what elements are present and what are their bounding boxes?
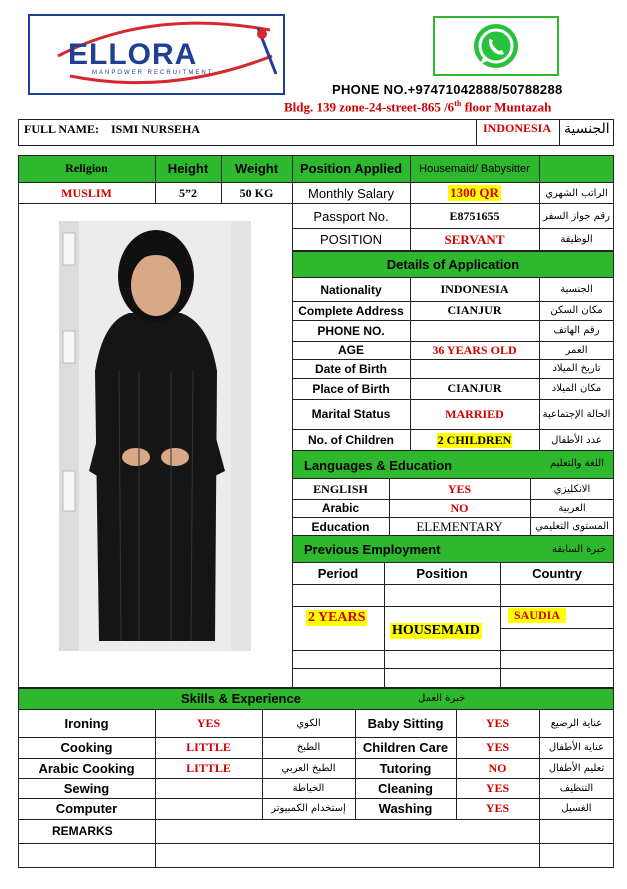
employment-title-ar: خبرة السابقة bbox=[552, 544, 607, 555]
phone-ar: رقم الهاتف bbox=[553, 325, 600, 336]
height-value: 5”2 bbox=[179, 185, 197, 200]
position-applied-value: Housemaid/ Babysitter bbox=[419, 162, 530, 175]
marital-value: MARRIED bbox=[445, 406, 504, 421]
english-label: ENGLISH bbox=[313, 481, 368, 496]
passport-value: E8751655 bbox=[449, 208, 500, 223]
address-label: Complete Address bbox=[298, 303, 404, 318]
age-value: 36 YEARS OLD bbox=[432, 342, 517, 357]
skill-ironing-ar: الكوي bbox=[296, 718, 321, 729]
skill-tutoring-label: Tutoring bbox=[379, 760, 432, 776]
monthly-salary-ar: الراتب الشهري bbox=[545, 187, 608, 199]
languages-title-ar: اللغة والتعليم bbox=[550, 458, 604, 469]
skill-babysitting-label: Baby Sitting bbox=[367, 716, 444, 731]
employment-period: 2 YEARS bbox=[308, 610, 366, 625]
dob-value bbox=[410, 359, 539, 378]
monthly-salary-text: 1300 QR bbox=[450, 185, 499, 200]
nationality-value: INDONESIA bbox=[440, 282, 509, 296]
english-value: YES bbox=[447, 481, 472, 496]
whatsapp-icon bbox=[466, 22, 526, 70]
age-ar: العمر bbox=[565, 344, 588, 356]
skill-cooking-ar: الطبخ bbox=[296, 742, 321, 753]
employment-header-period: Period bbox=[317, 566, 359, 581]
skill-computer-ar: إستخدام الكمبيوتر bbox=[271, 803, 346, 814]
passport-ar: رقم جواز السفر bbox=[543, 210, 610, 222]
pob-ar: مكان الميلاد bbox=[551, 383, 602, 394]
skill-arabic-cooking-value: LITTLE bbox=[186, 760, 231, 775]
employment-header-position: Position bbox=[416, 566, 468, 581]
skill-ironing-value: YES bbox=[196, 716, 221, 730]
header-height: Height bbox=[167, 161, 209, 176]
education-label: Education bbox=[311, 519, 370, 534]
english-ar: الانكليزي bbox=[553, 483, 591, 495]
whatsapp-logo bbox=[433, 16, 559, 76]
marital-ar: الحالة الإجتماعية bbox=[542, 408, 611, 420]
full-name-value: ISMI NURSEHA bbox=[111, 122, 201, 136]
dob-label: Date of Birth bbox=[315, 361, 387, 376]
monthly-salary-label: Monthly Salary bbox=[308, 185, 394, 201]
address-sup: th bbox=[454, 99, 462, 108]
skill-washing-label: Washing bbox=[378, 801, 433, 816]
skill-cleaning-label: Cleaning bbox=[378, 780, 433, 796]
address-part-1: Bldg. 139 zone-24-street-865 /6 bbox=[284, 99, 455, 115]
skill-tutoring-value: NO bbox=[488, 760, 507, 775]
position-ar: الوظيفة bbox=[560, 234, 593, 245]
employment-position: HOUSEMAID bbox=[392, 623, 480, 638]
full-name-label: FULL NAME: bbox=[24, 122, 99, 136]
dob-ar: تاريخ الميلاد bbox=[552, 363, 601, 374]
nationality-ar: الجنسية bbox=[560, 284, 593, 295]
arabic-ar: العربية bbox=[558, 502, 586, 514]
phone-value bbox=[410, 320, 539, 341]
children-label: No. of Children bbox=[308, 433, 394, 447]
passport-label: Passport No. bbox=[313, 208, 389, 224]
application-header: Details of Application bbox=[292, 251, 614, 278]
logo-box bbox=[28, 14, 285, 95]
address-value: CIANJUR bbox=[447, 303, 502, 317]
skill-childrencare-ar: عناية الأطفال bbox=[548, 742, 605, 753]
skill-tutoring-ar: تعليم الأطفال bbox=[548, 762, 605, 774]
skill-cleaning-ar: التنظيف bbox=[559, 782, 594, 794]
logo-subtext: MANPOWER RECRUITMENT bbox=[92, 70, 214, 76]
monthly-salary-value bbox=[410, 182, 539, 204]
header-weight: Weight bbox=[234, 161, 279, 176]
skill-childrencare-label: Children Care bbox=[362, 740, 449, 755]
position-label: POSITION bbox=[319, 232, 383, 247]
skill-cooking-value: LITTLE bbox=[186, 740, 231, 754]
skill-babysitting-value: YES bbox=[485, 716, 510, 730]
logo-text: ELLORA bbox=[68, 38, 198, 71]
header-position-applied: Position Applied bbox=[299, 161, 403, 176]
education-ar: المستوى التعليمي bbox=[535, 521, 609, 532]
marital-label: Marital Status bbox=[311, 407, 391, 421]
address-ar: مكان السكن bbox=[550, 305, 603, 316]
skill-computer-label: Computer bbox=[55, 801, 118, 816]
skill-babysitting-ar: عناية الرضيع bbox=[550, 718, 603, 729]
arabic-label: Arabic bbox=[321, 501, 360, 515]
age-label: AGE bbox=[337, 343, 364, 357]
phone-label: PHONE NO. bbox=[317, 323, 385, 338]
skill-arabic-cooking-ar: الطبخ العربي bbox=[281, 762, 336, 774]
skill-childrencare-value: YES bbox=[485, 740, 510, 754]
skill-computer-value bbox=[155, 798, 262, 819]
children-text: 2 CHILDREN bbox=[437, 432, 512, 447]
name-nationality-ar: الجنسية bbox=[564, 121, 610, 137]
nationality-label: Nationality bbox=[320, 282, 382, 297]
skill-cooking-label: Cooking bbox=[60, 740, 113, 755]
arabic-value: NO bbox=[450, 500, 469, 515]
skill-washing-ar: الغسيل bbox=[561, 803, 592, 814]
weight-value: 50 KG bbox=[239, 185, 274, 200]
skill-sewing-label: Sewing bbox=[63, 780, 110, 796]
skills-header bbox=[18, 688, 614, 710]
header-religion: Religion bbox=[65, 161, 108, 175]
name-nationality-value: INDONESIA bbox=[483, 121, 552, 135]
header-address bbox=[284, 99, 551, 115]
skill-washing-value: YES bbox=[485, 801, 510, 815]
skill-cleaning-value: YES bbox=[485, 780, 510, 795]
skills-title: Skills & Experience bbox=[181, 691, 301, 706]
children-ar: عدد الأطفال bbox=[551, 434, 602, 446]
skills-title-ar: خبرة العمل bbox=[418, 693, 466, 704]
candidate-photo bbox=[59, 221, 251, 651]
skill-arabic-cooking-label: Arabic Cooking bbox=[38, 760, 135, 776]
education-value: ELEMENTARY bbox=[416, 518, 503, 534]
skill-sewing-ar: الخياطة bbox=[292, 782, 325, 794]
candidate-photo-illustration bbox=[59, 221, 251, 651]
address-part-2: floor Muntazah bbox=[461, 99, 552, 115]
children-value bbox=[410, 429, 539, 451]
pob-value: CIANJUR bbox=[447, 381, 502, 395]
position-value: SERVANT bbox=[444, 231, 505, 247]
employment-title: Previous Employment bbox=[304, 542, 441, 557]
languages-title: Languages & Education bbox=[304, 458, 453, 473]
pob-label: Place of Birth bbox=[312, 381, 390, 396]
skill-sewing-value bbox=[155, 778, 262, 798]
skill-ironing-label: Ironing bbox=[64, 716, 109, 731]
employment-header-country: Country bbox=[532, 566, 582, 581]
header-phone: PHONE NO.+97471042888/50788288 bbox=[332, 82, 563, 97]
religion-value: MUSLIM bbox=[61, 185, 112, 200]
remarks-label: REMARKS bbox=[52, 824, 113, 838]
employment-country: SAUDIA bbox=[508, 608, 566, 623]
